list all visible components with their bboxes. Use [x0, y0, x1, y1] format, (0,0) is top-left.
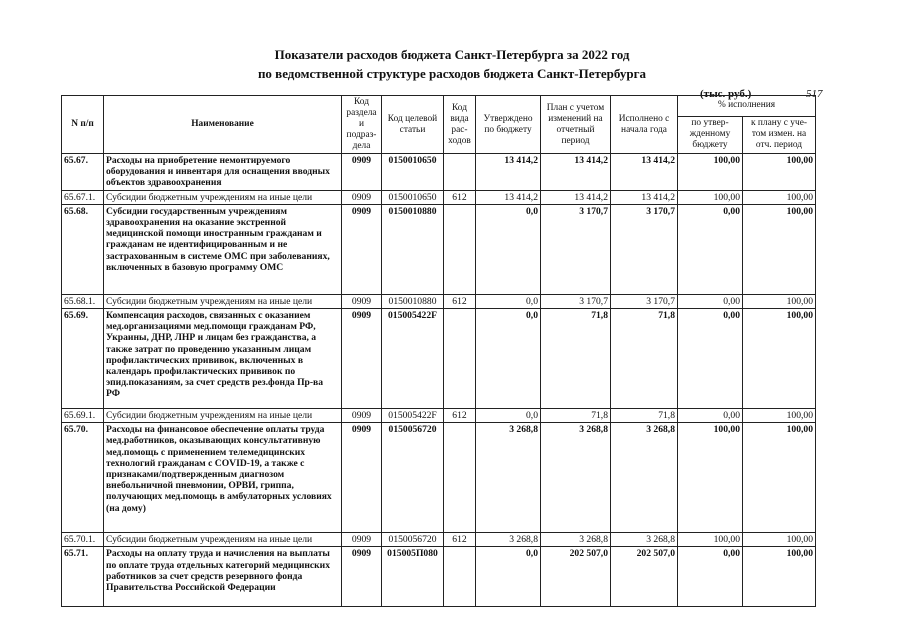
row-section: 0909	[342, 294, 382, 308]
header-kind: Код вида рас-ходов	[444, 96, 476, 154]
row-name: Расходы на оплату труда и начисления на выплаты по оплате труда отдельных категорий медицинских работников за счет средств резервного фонда Правительства Российской Федерации	[104, 547, 342, 607]
row-kind: 612	[444, 409, 476, 423]
page-number: 517	[806, 88, 823, 100]
header-pct-plan: к плану с уче-том измен. на отч. период	[743, 116, 816, 153]
row-pct-plan: 100,00	[743, 204, 816, 294]
row-plan: 3 170,7	[541, 294, 611, 308]
row-article: 015005422F	[382, 409, 444, 423]
row-kind	[444, 309, 476, 409]
header-executed: Исполнено с начала года	[611, 96, 678, 154]
row-section: 0909	[342, 409, 382, 423]
row-pct-plan: 100,00	[743, 190, 816, 204]
row-section: 0909	[342, 309, 382, 409]
row-plan: 71,8	[541, 409, 611, 423]
row-name: Субсидии бюджетным учреждениям на иные цели	[104, 190, 342, 204]
row-num: 65.70.	[62, 423, 104, 533]
row-article: 0150010650	[382, 190, 444, 204]
row-approved: 3 268,8	[476, 533, 541, 547]
row-approved: 0,0	[476, 409, 541, 423]
row-executed: 3 170,7	[611, 204, 678, 294]
row-plan: 13 414,2	[541, 190, 611, 204]
row-executed: 13 414,2	[611, 190, 678, 204]
row-section: 0909	[342, 190, 382, 204]
row-num: 65.68.	[62, 204, 104, 294]
row-kind	[444, 423, 476, 533]
row-section: 0909	[342, 204, 382, 294]
header-plan: План с учетом изменений на отчетный период	[541, 96, 611, 154]
row-section: 0909	[342, 533, 382, 547]
row-plan: 13 414,2	[541, 154, 611, 191]
row-article: 0150056720	[382, 533, 444, 547]
row-section: 0909	[342, 154, 382, 191]
row-pct-approved: 100,00	[678, 423, 743, 533]
row-pct-plan: 100,00	[743, 547, 816, 607]
table-row	[62, 423, 816, 533]
row-executed: 3 268,8	[611, 423, 678, 533]
row-num: 65.69.	[62, 309, 104, 409]
row-article: 0150010880	[382, 204, 444, 294]
table-row	[62, 547, 816, 607]
row-kind: 612	[444, 294, 476, 308]
row-kind	[444, 154, 476, 191]
row-num: 65.70.1.	[62, 533, 104, 547]
header-num: N п/п	[62, 96, 104, 154]
row-num: 65.71.	[62, 547, 104, 607]
header-pct-approved: по утвер-жденному бюджету	[678, 116, 743, 153]
row-executed: 71,8	[611, 309, 678, 409]
row-pct-approved: 0,00	[678, 309, 743, 409]
table-row	[62, 409, 816, 423]
row-pct-plan: 100,00	[743, 533, 816, 547]
row-executed: 3 268,8	[611, 533, 678, 547]
table-row	[62, 309, 816, 409]
table-row	[62, 294, 816, 308]
units-label: (тыс. руб.)	[700, 88, 752, 100]
row-article: 0150010880	[382, 294, 444, 308]
row-name: Расходы на приобретение немонтируемого оборудования и инвентаря для оснащения вводных объектов здравоохранения	[104, 154, 342, 191]
row-pct-plan: 100,00	[743, 409, 816, 423]
row-num: 65.67.	[62, 154, 104, 191]
row-pct-approved: 100,00	[678, 533, 743, 547]
row-section: 0909	[342, 547, 382, 607]
row-name: Расходы на финансовое обеспечение оплаты труда мед.работников, оказывающих консультативную мед.помощь с применением телемедицинских технологий гражданам с COVID-19, а также с признаками/подтвержденным диагнозом внебольничной пневмонии, ОРВИ, гриппа, получающих мед.помощь в амбулаторных условиях (на дому)	[104, 423, 342, 533]
document-title-line1: Показатели расходов бюджета Санкт-Петербурга за 2022 год	[274, 47, 630, 62]
row-num: 65.67.1.	[62, 190, 104, 204]
row-pct-approved: 100,00	[678, 190, 743, 204]
row-kind	[444, 204, 476, 294]
row-approved: 3 268,8	[476, 423, 541, 533]
row-approved: 0,0	[476, 309, 541, 409]
row-plan: 202 507,0	[541, 547, 611, 607]
row-article: 015005П080	[382, 547, 444, 607]
header-article: Код целевой статьи	[382, 96, 444, 154]
row-num: 65.68.1.	[62, 294, 104, 308]
row-pct-approved: 0,00	[678, 204, 743, 294]
row-pct-plan: 100,00	[743, 423, 816, 533]
row-executed: 3 170,7	[611, 294, 678, 308]
row-kind: 612	[444, 190, 476, 204]
row-approved: 13 414,2	[476, 154, 541, 191]
row-executed: 71,8	[611, 409, 678, 423]
row-name: Субсидии государственным учреждениям здравоохранения на оказание экстренной медицинской помощи иностранным гражданам и гражданам не идентифицированным и не застрахованным в системе ОМС при заболеваниях, включенных в базовую программу ОМС	[104, 204, 342, 294]
row-pct-approved: 0,00	[678, 294, 743, 308]
table-row	[62, 204, 816, 294]
header-percent: % исполнения	[678, 96, 816, 117]
header-name: Наименование	[104, 96, 342, 154]
row-approved: 0,0	[476, 547, 541, 607]
row-kind	[444, 547, 476, 607]
row-executed: 202 507,0	[611, 547, 678, 607]
row-plan: 3 170,7	[541, 204, 611, 294]
row-name: Субсидии бюджетным учреждениям на иные цели	[104, 294, 342, 308]
row-pct-approved: 100,00	[678, 154, 743, 191]
row-article: 0150056720	[382, 423, 444, 533]
header-section: Код раздела и подраз-дела	[342, 96, 382, 154]
row-pct-plan: 100,00	[743, 309, 816, 409]
table-row	[62, 190, 816, 204]
row-pct-plan: 100,00	[743, 294, 816, 308]
table-row	[62, 533, 816, 547]
row-plan: 71,8	[541, 309, 611, 409]
row-name: Субсидии бюджетным учреждениям на иные цели	[104, 409, 342, 423]
row-approved: 0,0	[476, 204, 541, 294]
row-article: 015005422F	[382, 309, 444, 409]
row-executed: 13 414,2	[611, 154, 678, 191]
header-approved: Утверждено по бюджету	[476, 96, 541, 154]
row-name: Субсидии бюджетным учреждениям на иные цели	[104, 533, 342, 547]
row-pct-plan: 100,00	[743, 154, 816, 191]
row-plan: 3 268,8	[541, 533, 611, 547]
row-approved: 0,0	[476, 294, 541, 308]
row-pct-approved: 0,00	[678, 409, 743, 423]
document-title-line2: по ведомственной структуре расходов бюджета Санкт-Петербурга	[257, 66, 647, 81]
row-plan: 3 268,8	[541, 423, 611, 533]
row-name: Компенсация расходов, связанных с оказанием мед.организациями мед.помощи гражданам РФ, Украины, ДНР, ЛНР и лицам без гражданства, а также затрат по проведению указанным лицам профилактических прививок, включенных в календарь профилактических прививок по эпид.показаниям, за счет средств рез.фонда Пр-ва РФ	[104, 309, 342, 409]
row-pct-approved: 0,00	[678, 547, 743, 607]
row-approved: 13 414,2	[476, 190, 541, 204]
row-section: 0909	[342, 423, 382, 533]
table-row	[62, 154, 816, 191]
row-num: 65.69.1.	[62, 409, 104, 423]
row-article: 0150010650	[382, 154, 444, 191]
budget-table	[61, 95, 816, 607]
row-kind: 612	[444, 533, 476, 547]
